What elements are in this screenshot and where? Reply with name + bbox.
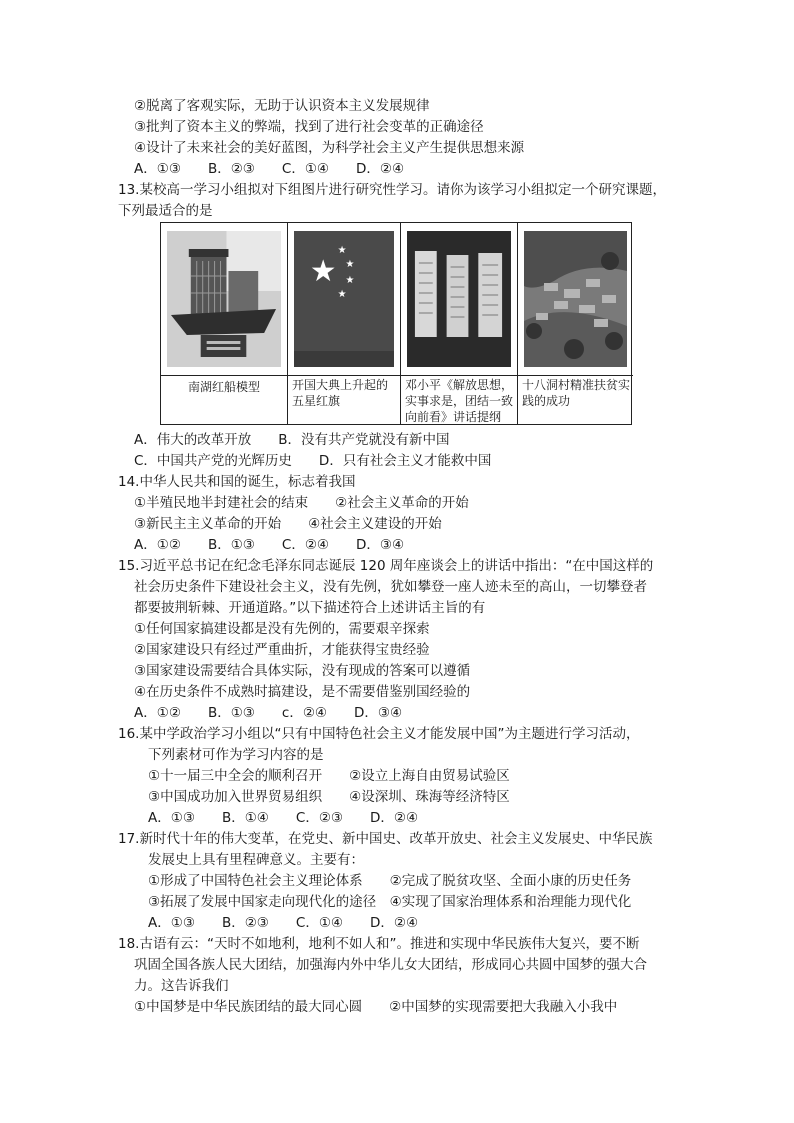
manuscript-photo (407, 231, 511, 367)
question-15: 15.习近平总书记在纪念毛泽东同志诞辰 120 周年座谈会上的讲话中指出：“在中国这样的 (118, 558, 654, 574)
image-cell-boat (161, 223, 288, 424)
option-line: ①十一届三中全会的顺利召开 ②设立上海自由贸易试验区 (148, 768, 510, 784)
option-line: ②国家建设只有经过严重曲折，才能获得宝贵经验 (134, 642, 430, 658)
option-line: ①形成了中国特色社会主义理论体系 ②完成了脱贫攻坚、全面小康的历史任务 (148, 873, 632, 889)
image-cell-village (518, 223, 633, 424)
option-line: ②脱离了客观实际，无助于认识资本主义发展规律 (134, 98, 430, 114)
answer-choices: A．①② B．①③ c．②④ D．③④ (134, 705, 403, 721)
answer-choices: A．①③ B．①④ C．②③ D．②④ (148, 810, 419, 826)
option-line: ④设计了未来社会的美好蓝图，为科学社会主义产生提供思想来源 (134, 140, 525, 156)
option-line: ①半殖民地半封建社会的结束 ②社会主义革命的开始 (134, 495, 469, 511)
question-17-cont: 发展史上具有里程碑意义。主要有： (148, 852, 364, 868)
village-photo (524, 231, 627, 367)
question-15-cont: 社会历史条件下建设社会主义，没有先例，犹如攀登一座人迹未至的高山，一切攀登者 (134, 579, 647, 595)
svg-text:★: ★ (309, 253, 337, 290)
image-caption: 开国大典上升起的五星红旗 (292, 378, 389, 408)
image-caption: 南湖红船模型 (187, 380, 260, 394)
answer-choices: C．中国共产党的光辉历史 D．只有社会主义才能救中国 (134, 453, 492, 469)
boat-photo (167, 231, 281, 367)
svg-text:★: ★ (345, 274, 355, 287)
svg-text:★: ★ (337, 244, 347, 257)
image-caption: 十八洞村精准扶贫实践的成功 (522, 378, 631, 408)
svg-text:★: ★ (345, 258, 355, 271)
image-table (160, 222, 632, 425)
question-18: 18.古语有云：“天时不如地利，地利不如人和”。推进和实现中华民族伟大复兴，要不断 (118, 936, 640, 952)
question-13-cont: 下列最适合的是 (118, 203, 213, 219)
answer-choices: A．①③ B．②③ C．①④ D．②④ (134, 161, 405, 177)
question-13: 13.某校高一学习小组拟对下组图片进行研究性学习。请你为该学习小组拟定一个研究课题， (118, 182, 666, 198)
question-18-cont: 力。这告诉我们 (134, 978, 229, 994)
answer-choices: A．①② B．①③ C．②④ D．③④ (134, 537, 405, 553)
question-16: 16.某中学政治学习小组以“只有中国特色社会主义才能发展中国”为主题进行学习活动， (118, 726, 640, 742)
question-16-cont: 下列素材可作为学习内容的是 (148, 747, 324, 763)
image-cell-flag (288, 223, 401, 424)
answer-choices: A．①③ B．②③ C．①④ D．②④ (148, 915, 419, 931)
flag-photo (294, 231, 394, 367)
image-cell-manuscript (401, 223, 518, 424)
option-line: ③国家建设需要结合具体实际，没有现成的答案可以遵循 (134, 663, 471, 679)
option-line: ③拓展了发展中国家走向现代化的途径 ④实现了国家治理体系和治理能力现代化 (148, 894, 632, 910)
svg-text:★: ★ (337, 288, 347, 301)
question-14: 14.中华人民共和国的诞生，标志着我国 (118, 474, 356, 490)
question-15-cont: 都要披荆斩棘、开通道路。”以下描述符合上述讲话主旨的有 (134, 600, 486, 616)
image-caption: 邓小平《解放思想，实事求是，团结一致向前看》讲话提纲 (405, 378, 514, 424)
question-18-cont: 巩固全国各族人民大团结，加强海内外中华儿女大团结，形成同心共圆中国梦的强大合 (134, 957, 647, 973)
answer-choices: A．伟大的改革开放 B．没有共产党就没有新中国 (134, 432, 450, 448)
option-line: ④在历史条件不成熟时搞建设，是不需要借鉴别国经验的 (134, 684, 471, 700)
question-17: 17.新时代十年的伟大变革，在党史、新中国史、改革开放史、社会主义发展史、中华民族 (118, 831, 653, 847)
option-line: ③批判了资本主义的弊端，找到了进行社会变革的正确途径 (134, 119, 484, 135)
option-line: ③新民主主义革命的开始 ④社会主义建设的开始 (134, 516, 442, 532)
option-line: ①中国梦是中华民族团结的最大同心圆 ②中国梦的实现需要把大我融入小我中 (134, 999, 618, 1015)
option-line: ③中国成功加入世界贸易组织 ④设深圳、珠海等经济特区 (148, 789, 510, 805)
option-line: ①任何国家搞建设都是没有先例的，需要艰辛探索 (134, 621, 430, 637)
